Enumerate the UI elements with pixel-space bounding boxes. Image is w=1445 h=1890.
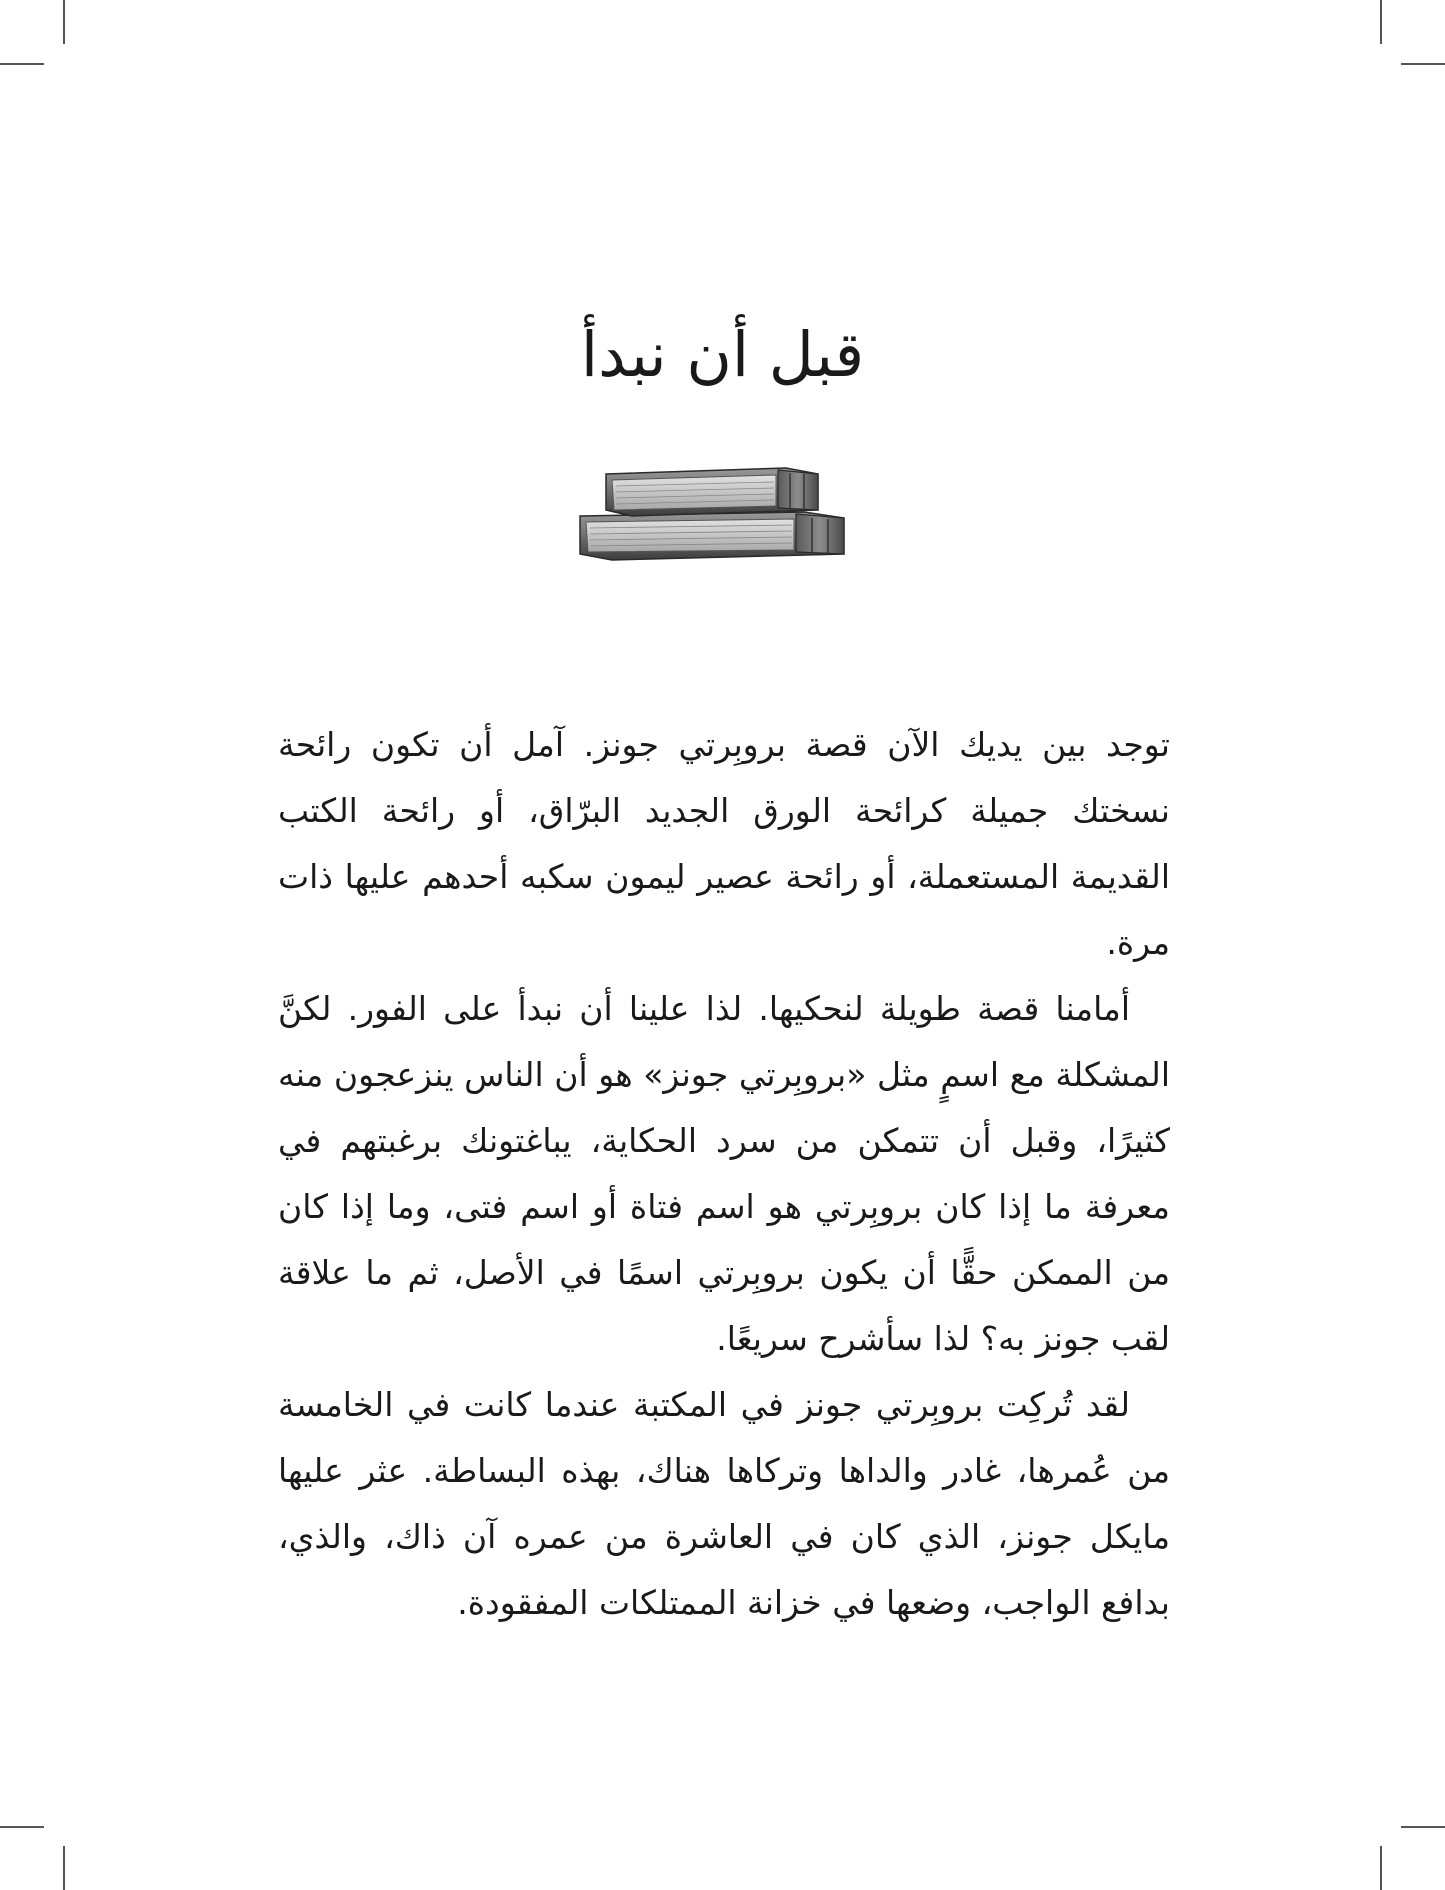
chapter-title: قبل أن نبدأ	[580, 318, 865, 391]
paragraph-2: أمامنا قصة طويلة لنحكيها. لذا علينا أن نبدأ على الفور. لكنَّ المشكلة مع اسمٍ مثل «بروبِرتي جونز» هو أن الناس ينزعجون منه كثيرًا، وقبل أن تتمكن من سرد الحكاية، يباغتونك برغبتهم في معرفة ما إذا كان بروبِرتي هو اسم فتاة أو اسم فتى، وما إذا كان من الممكن حقًّا أن يكون بروبِرتي اسمًا في الأصل، ثم ما علاقة لقب جونز به؟ لذا سأشرح سريعًا.	[278, 989, 1170, 1358]
crop-mark-bottom-left-horizontal	[0, 1826, 44, 1828]
crop-mark-bottom-right-vertical	[1380, 1846, 1382, 1890]
crop-mark-top-right-vertical	[1380, 0, 1382, 44]
crop-mark-bottom-right-horizontal	[1401, 1826, 1445, 1828]
crop-mark-bottom-left-vertical	[63, 1846, 65, 1890]
crop-mark-top-left-horizontal	[0, 63, 44, 65]
stacked-books-icon	[572, 462, 852, 562]
body-text	[278, 712, 1170, 1636]
crop-mark-top-left-vertical	[63, 0, 65, 44]
crop-mark-top-right-horizontal	[1401, 63, 1445, 65]
paragraph-3: لقد تُركِت بروبِرتي جونز في المكتبة عندما كانت في الخامسة من عُمرها، غادر والداها وتركاها هناك، بهذه البساطة. عثر عليها مايكل جونز، الذي كان في العاشرة من عمره آن ذاك، والذي، بدافع الواجب، وضعها في خزانة الممتلكات المفقودة.	[278, 1385, 1170, 1622]
paragraph-1: توجد بين يديك الآن قصة بروبِرتي جونز. آمل أن تكون رائحة نسختك جميلة كرائحة الورق الجديد البرّاق، أو رائحة الكتب القديمة المستعملة، أو رائحة عصير ليمون سكبه أحدهم عليها ذات مرة.	[278, 725, 1170, 962]
